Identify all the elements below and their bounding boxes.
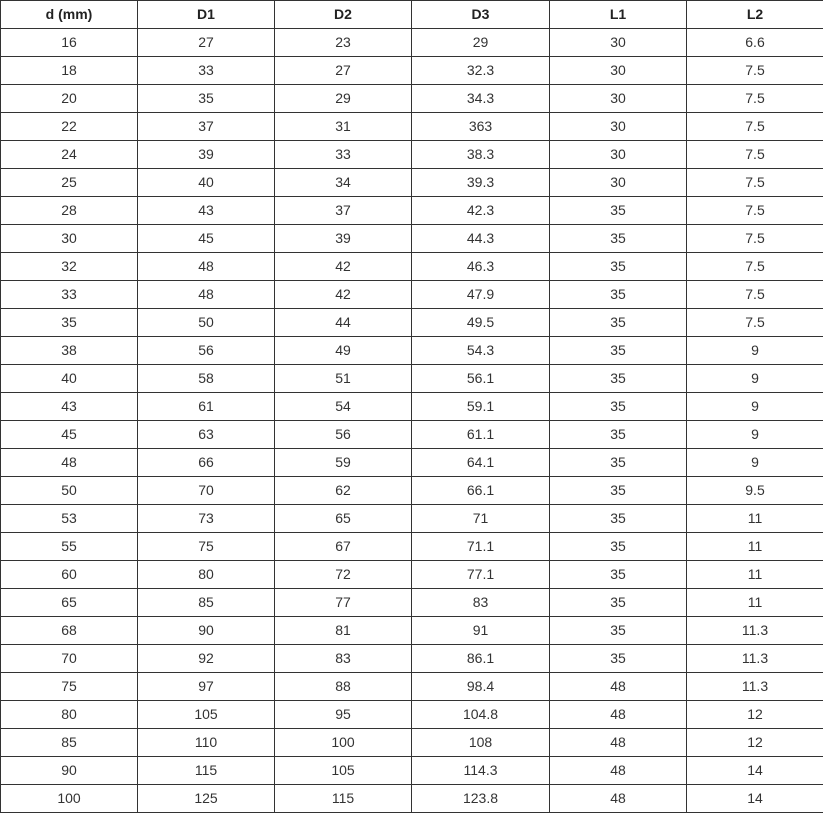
cell-l1: 35 <box>550 365 687 393</box>
cell-d1: 45 <box>138 225 275 253</box>
cell-d1: 70 <box>138 477 275 505</box>
cell-d: 45 <box>1 421 138 449</box>
cell-d3: 71.1 <box>412 533 550 561</box>
cell-d3: 46.3 <box>412 253 550 281</box>
cell-d2: 59 <box>275 449 412 477</box>
cell-d2: 44 <box>275 309 412 337</box>
cell-l1: 35 <box>550 645 687 673</box>
table-row <box>1 477 823 505</box>
cell-l2: 7.5 <box>687 197 823 225</box>
column-header-d1: D1 <box>138 1 275 29</box>
table-row <box>1 281 823 309</box>
column-header-d: d (mm) <box>1 1 138 29</box>
cell-d2: 65 <box>275 505 412 533</box>
table-row <box>1 141 823 169</box>
table-row <box>1 645 823 673</box>
cell-d3: 34.3 <box>412 85 550 113</box>
cell-d: 60 <box>1 561 138 589</box>
cell-d3: 56.1 <box>412 365 550 393</box>
cell-l1: 35 <box>550 421 687 449</box>
cell-d: 65 <box>1 589 138 617</box>
cell-d: 75 <box>1 673 138 701</box>
cell-d1: 75 <box>138 533 275 561</box>
cell-d3: 47.9 <box>412 281 550 309</box>
cell-d: 38 <box>1 337 138 365</box>
cell-d2: 54 <box>275 393 412 421</box>
cell-d3: 49.5 <box>412 309 550 337</box>
cell-l2: 7.5 <box>687 225 823 253</box>
cell-d: 80 <box>1 701 138 729</box>
cell-d3: 91 <box>412 617 550 645</box>
cell-l2: 7.5 <box>687 281 823 309</box>
cell-d2: 83 <box>275 645 412 673</box>
cell-d: 40 <box>1 365 138 393</box>
cell-l2: 7.5 <box>687 57 823 85</box>
cell-d3: 42.3 <box>412 197 550 225</box>
cell-d2: 77 <box>275 589 412 617</box>
cell-d2: 62 <box>275 477 412 505</box>
cell-d3: 61.1 <box>412 421 550 449</box>
cell-d3: 114.3 <box>412 757 550 785</box>
table-row <box>1 701 823 729</box>
cell-d1: 73 <box>138 505 275 533</box>
table-row <box>1 197 823 225</box>
table-row <box>1 309 823 337</box>
cell-d2: 33 <box>275 141 412 169</box>
cell-l2: 11 <box>687 561 823 589</box>
table-row <box>1 505 823 533</box>
cell-d: 16 <box>1 29 138 57</box>
cell-l2: 14 <box>687 785 823 813</box>
cell-d1: 85 <box>138 589 275 617</box>
cell-l1: 35 <box>550 225 687 253</box>
table-row <box>1 225 823 253</box>
cell-d: 32 <box>1 253 138 281</box>
cell-d3: 98.4 <box>412 673 550 701</box>
cell-d3: 77.1 <box>412 561 550 589</box>
table-row <box>1 29 823 57</box>
cell-l2: 11 <box>687 505 823 533</box>
cell-d3: 44.3 <box>412 225 550 253</box>
cell-l2: 9 <box>687 337 823 365</box>
cell-l1: 48 <box>550 757 687 785</box>
column-header-l1: L1 <box>550 1 687 29</box>
cell-l2: 7.5 <box>687 253 823 281</box>
cell-d1: 63 <box>138 421 275 449</box>
cell-d: 30 <box>1 225 138 253</box>
cell-d1: 125 <box>138 785 275 813</box>
cell-l2: 9 <box>687 449 823 477</box>
cell-l1: 35 <box>550 533 687 561</box>
table-row <box>1 673 823 701</box>
cell-d3: 29 <box>412 29 550 57</box>
cell-d2: 56 <box>275 421 412 449</box>
cell-d2: 49 <box>275 337 412 365</box>
cell-d: 18 <box>1 57 138 85</box>
cell-d1: 40 <box>138 169 275 197</box>
cell-d2: 27 <box>275 57 412 85</box>
cell-d2: 115 <box>275 785 412 813</box>
cell-l2: 12 <box>687 701 823 729</box>
cell-l2: 9.5 <box>687 477 823 505</box>
cell-l1: 35 <box>550 561 687 589</box>
cell-d3: 32.3 <box>412 57 550 85</box>
cell-d: 22 <box>1 113 138 141</box>
table-row <box>1 365 823 393</box>
cell-l2: 9 <box>687 421 823 449</box>
cell-l2: 7.5 <box>687 309 823 337</box>
cell-l2: 12 <box>687 729 823 757</box>
cell-d3: 59.1 <box>412 393 550 421</box>
cell-d2: 42 <box>275 253 412 281</box>
cell-l1: 35 <box>550 393 687 421</box>
cell-d3: 363 <box>412 113 550 141</box>
cell-d: 28 <box>1 197 138 225</box>
table-row <box>1 421 823 449</box>
cell-d2: 34 <box>275 169 412 197</box>
cell-l1: 35 <box>550 617 687 645</box>
cell-l2: 9 <box>687 365 823 393</box>
cell-d1: 33 <box>138 57 275 85</box>
cell-d: 43 <box>1 393 138 421</box>
cell-l2: 14 <box>687 757 823 785</box>
cell-d3: 86.1 <box>412 645 550 673</box>
cell-d3: 38.3 <box>412 141 550 169</box>
cell-d: 100 <box>1 785 138 813</box>
cell-d: 55 <box>1 533 138 561</box>
cell-d2: 29 <box>275 85 412 113</box>
cell-d1: 50 <box>138 309 275 337</box>
cell-l1: 48 <box>550 785 687 813</box>
cell-l1: 35 <box>550 337 687 365</box>
cell-d1: 37 <box>138 113 275 141</box>
cell-d1: 115 <box>138 757 275 785</box>
cell-d1: 110 <box>138 729 275 757</box>
cell-l1: 35 <box>550 505 687 533</box>
table-body <box>1 29 823 813</box>
cell-d1: 97 <box>138 673 275 701</box>
cell-d1: 80 <box>138 561 275 589</box>
cell-d2: 88 <box>275 673 412 701</box>
cell-d2: 95 <box>275 701 412 729</box>
cell-d2: 37 <box>275 197 412 225</box>
cell-d: 25 <box>1 169 138 197</box>
cell-d1: 66 <box>138 449 275 477</box>
cell-l1: 30 <box>550 57 687 85</box>
cell-d1: 27 <box>138 29 275 57</box>
cell-d2: 23 <box>275 29 412 57</box>
table-row <box>1 561 823 589</box>
cell-d3: 123.8 <box>412 785 550 813</box>
cell-d1: 92 <box>138 645 275 673</box>
cell-d2: 42 <box>275 281 412 309</box>
table-row <box>1 253 823 281</box>
cell-l1: 35 <box>550 253 687 281</box>
cell-d: 53 <box>1 505 138 533</box>
table-row <box>1 533 823 561</box>
column-header-d2: D2 <box>275 1 412 29</box>
cell-l2: 7.5 <box>687 169 823 197</box>
table-row <box>1 729 823 757</box>
cell-d3: 83 <box>412 589 550 617</box>
cell-l1: 35 <box>550 197 687 225</box>
cell-d2: 72 <box>275 561 412 589</box>
column-header-l2: L2 <box>687 1 823 29</box>
table-row <box>1 113 823 141</box>
cell-d1: 43 <box>138 197 275 225</box>
cell-l1: 30 <box>550 29 687 57</box>
cell-d: 85 <box>1 729 138 757</box>
cell-l1: 48 <box>550 701 687 729</box>
cell-d: 70 <box>1 645 138 673</box>
cell-d3: 108 <box>412 729 550 757</box>
cell-l1: 30 <box>550 113 687 141</box>
cell-d1: 48 <box>138 281 275 309</box>
table-row <box>1 757 823 785</box>
cell-l1: 48 <box>550 729 687 757</box>
cell-d2: 105 <box>275 757 412 785</box>
cell-d1: 56 <box>138 337 275 365</box>
cell-d: 24 <box>1 141 138 169</box>
cell-d2: 51 <box>275 365 412 393</box>
cell-l1: 35 <box>550 309 687 337</box>
cell-l1: 30 <box>550 141 687 169</box>
cell-d: 33 <box>1 281 138 309</box>
cell-d: 90 <box>1 757 138 785</box>
cell-l2: 11.3 <box>687 645 823 673</box>
cell-l2: 7.5 <box>687 85 823 113</box>
cell-d: 48 <box>1 449 138 477</box>
cell-d3: 64.1 <box>412 449 550 477</box>
cell-l2: 11 <box>687 533 823 561</box>
cell-d: 50 <box>1 477 138 505</box>
cell-l1: 35 <box>550 589 687 617</box>
cell-l1: 35 <box>550 281 687 309</box>
table-row <box>1 169 823 197</box>
cell-l2: 9 <box>687 393 823 421</box>
table-row <box>1 85 823 113</box>
cell-d1: 35 <box>138 85 275 113</box>
cell-l2: 7.5 <box>687 141 823 169</box>
cell-d2: 100 <box>275 729 412 757</box>
cell-d2: 81 <box>275 617 412 645</box>
cell-d3: 66.1 <box>412 477 550 505</box>
cell-l2: 7.5 <box>687 113 823 141</box>
cell-d3: 71 <box>412 505 550 533</box>
cell-d1: 58 <box>138 365 275 393</box>
header-row <box>1 1 823 29</box>
cell-d1: 61 <box>138 393 275 421</box>
table-row <box>1 617 823 645</box>
cell-d3: 104.8 <box>412 701 550 729</box>
cell-l1: 30 <box>550 169 687 197</box>
cell-l2: 6.6 <box>687 29 823 57</box>
cell-l1: 35 <box>550 449 687 477</box>
table-row <box>1 337 823 365</box>
cell-l2: 11.3 <box>687 617 823 645</box>
cell-d3: 39.3 <box>412 169 550 197</box>
cell-d1: 48 <box>138 253 275 281</box>
cell-d: 20 <box>1 85 138 113</box>
cell-l1: 30 <box>550 85 687 113</box>
cell-l2: 11.3 <box>687 673 823 701</box>
cell-l2: 11 <box>687 589 823 617</box>
cell-d: 68 <box>1 617 138 645</box>
cell-l1: 48 <box>550 673 687 701</box>
cell-d1: 39 <box>138 141 275 169</box>
cell-d2: 67 <box>275 533 412 561</box>
table-row <box>1 57 823 85</box>
column-header-d3: D3 <box>412 1 550 29</box>
cell-d: 35 <box>1 309 138 337</box>
table-row <box>1 393 823 421</box>
cell-l1: 35 <box>550 477 687 505</box>
cell-d1: 105 <box>138 701 275 729</box>
cell-d3: 54.3 <box>412 337 550 365</box>
table-row <box>1 785 823 813</box>
table-row <box>1 449 823 477</box>
cell-d1: 90 <box>138 617 275 645</box>
cell-d2: 39 <box>275 225 412 253</box>
cell-d2: 31 <box>275 113 412 141</box>
table-row <box>1 589 823 617</box>
